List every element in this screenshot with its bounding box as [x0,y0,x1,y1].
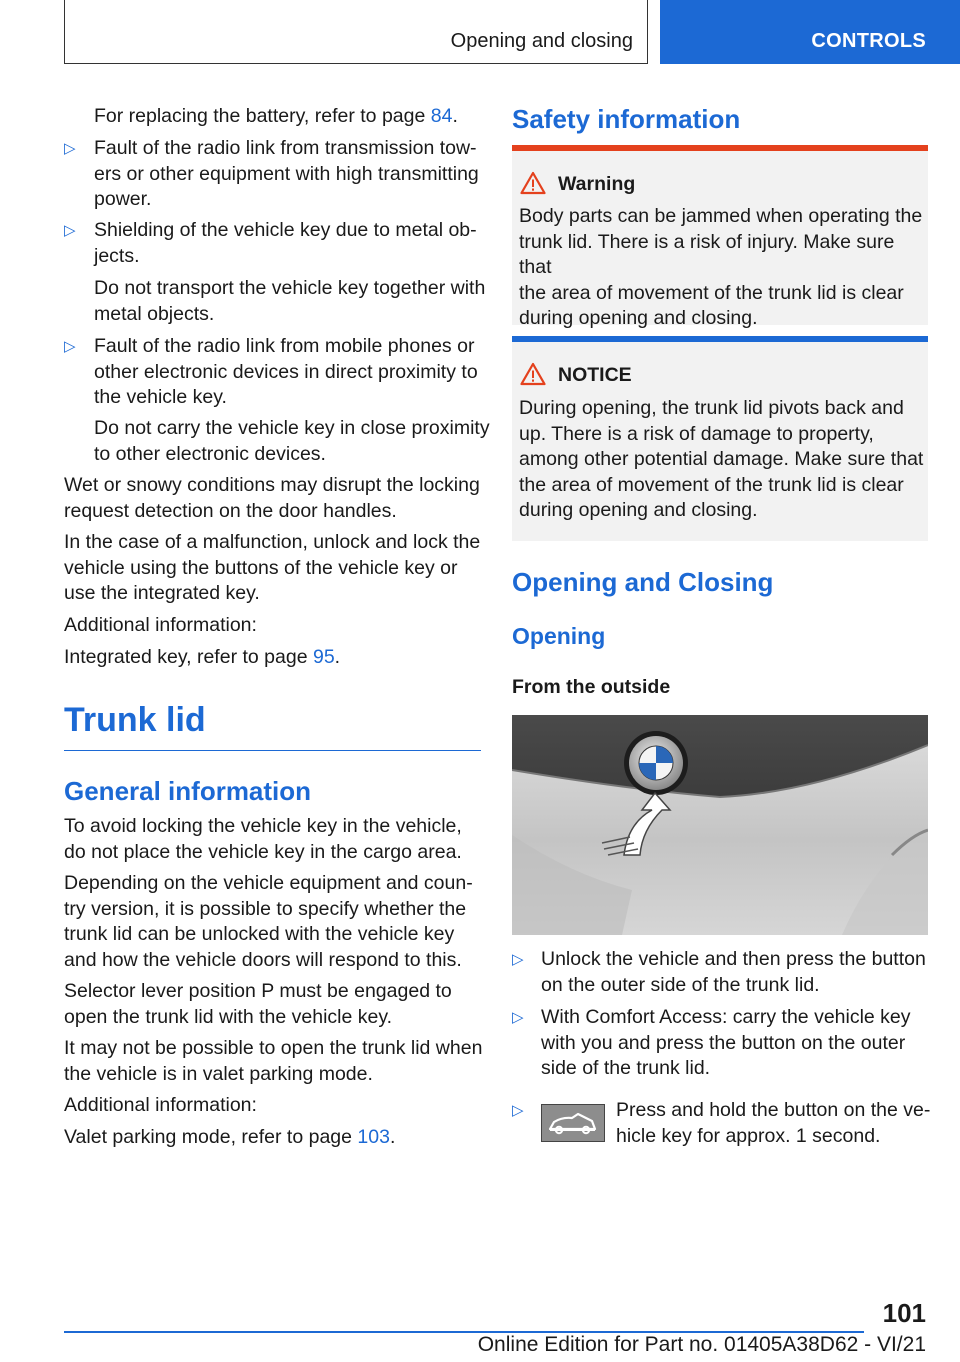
electronic-devices-advice [94,416,490,467]
valet-reference [64,1125,395,1151]
text-line: Unlock the vehicle and then press the button [541,948,926,970]
text-line: side of the trunk lid. [541,1057,711,1079]
step-unlock-press [541,947,926,998]
general-information-heading: General information [64,776,312,806]
text-line: use the integrated key. [64,582,260,604]
text-line: Wet or snowy conditions may disrupt the locking [64,474,480,496]
step-comfort-access [541,1005,911,1082]
text-line: metal objects. [94,302,215,325]
bullet-icon: ▷ [512,1009,524,1026]
page-number: 101 [882,1298,926,1328]
bullet-mobile-phones [94,334,478,411]
additional-info-label: Additional information: [64,614,257,636]
text-line: With Comfort Access: carry the vehicle key [541,1006,911,1028]
valet-page-link[interactable]: 103 [357,1126,390,1148]
bullet-radio-link-towers [94,136,479,213]
bullet-icon: ▷ [512,951,524,968]
general-para-3 [64,979,452,1030]
text-line: Do not carry the vehicle key in close proximity [94,417,490,439]
text-line: other electronic devices in direct proximity to [94,360,478,383]
text-line: the vehicle is in valet parking mode. [64,1062,373,1085]
text-line: among other potential damage. Make sure that [519,448,924,470]
text-line: with you and press the button on the outer [541,1031,906,1054]
text-line: Selector lever position P must be engaged to [64,980,452,1002]
step-hold-key-button [616,1098,930,1149]
text-line: During opening, the trunk lid pivots back and [519,397,904,419]
text-line: power. [94,188,152,210]
text-line: request detection on the door handles. [64,499,397,522]
text-line: Press and hold the button on the ve- [616,1099,931,1121]
text-line: open the trunk lid with the vehicle key. [64,1005,393,1028]
text-line: To avoid locking the vehicle key in the vehicle, [64,815,462,837]
bullet-metal-shielding [94,218,477,269]
intkey-ref-text: Integrated key, refer to page [64,646,313,668]
warning-box [512,145,928,329]
section-title-trunk-lid: Trunk lid [64,700,481,751]
bullet-icon: ▷ [64,338,76,355]
bullet-icon: ▷ [64,222,76,239]
general-para-1 [64,814,462,865]
general-para-4 [64,1036,482,1087]
warning-triangle-icon [520,171,546,195]
text-line: during opening and closing. [519,499,758,521]
opening-subheading: Opening [512,623,606,649]
text-line: the area of movement of the trunk lid is clear [519,473,904,496]
header-section-title: Opening and closing [450,30,633,52]
bullet-icon: ▷ [64,140,76,157]
text-line: Body parts can be jammed when operating the [519,205,923,227]
text-line: the area of movement of the trunk lid is clear [519,281,904,304]
text-line: try version, it is possible to specify whether the [64,897,467,920]
text-line: Fault of the radio link from mobile phones or [94,335,475,357]
text-line: It may not be possible to open the trunk lid when [64,1037,483,1059]
valet-ref-text: Valet parking mode, refer to page [64,1126,358,1148]
text-line: Do not transport the vehicle key together with [94,277,486,299]
notice-triangle-icon [520,362,546,386]
malfunction-paragraph [64,530,480,607]
warning-title: Warning [558,173,636,195]
notice-body [519,396,924,524]
battery-page-link[interactable]: 84 [430,105,453,127]
text-line: up. There is a risk of damage to property, [519,422,874,445]
battery-ref-suffix: . [452,105,458,127]
safety-information-heading: Safety information [512,104,741,134]
text-line: Fault of the radio link from transmission tow- [94,137,477,159]
additional-info-label-2: Additional information: [64,1094,257,1116]
notice-bar [512,336,928,342]
text-line: during opening and closing. [519,307,758,329]
general-para-2 [64,871,473,973]
text-line: jects. [94,244,140,267]
trunk-key-button-icon [541,1104,605,1142]
wet-conditions-paragraph [64,473,480,524]
footer-edition: Online Edition for Part no. 01405A38D62 - VI/21 [477,1333,926,1356]
text-line: to other electronic devices. [94,442,326,465]
text-line: In the case of a malfunction, unlock and lock the [64,531,481,553]
battery-ref-text: For replacing the battery, refer to page [94,105,431,127]
intkey-ref-suffix: . [334,646,341,668]
battery-reference [94,104,458,130]
text-line: Depending on the vehicle equipment and coun- [64,872,473,894]
valet-ref-suffix: . [389,1126,396,1148]
text-line: vehicle using the buttons of the vehicle key or [64,556,458,579]
warning-bar [512,145,928,151]
text-line: the vehicle key. [94,386,227,408]
notice-box [512,336,928,541]
warning-body [519,204,924,332]
header-section-box [64,0,648,64]
text-line: and how the vehicle doors will respond to this. [64,948,462,971]
opening-closing-heading: Opening and Closing [512,567,774,597]
text-line: on the outer side of the trunk lid. [541,973,820,996]
integrated-key-reference [64,645,340,671]
car-trunk-open-icon [542,1105,603,1140]
header-chapter-tab: CONTROLS [660,0,960,64]
bullet-icon: ▷ [512,1102,524,1119]
text-line: trunk lid. There is a risk of injury. Make sure that [519,230,895,278]
text-line: Shielding of the vehicle key due to metal ob- [94,219,477,241]
text-line: trunk lid can be unlocked with the vehicle key [64,923,455,945]
trunk-emblem-illustration [512,715,928,935]
metal-objects-advice [94,276,485,327]
integrated-key-page-link[interactable]: 95 [312,646,335,668]
trunk-button-photo [512,715,928,935]
text-line: do not place the vehicle key in the cargo area. [64,840,462,863]
notice-title: NOTICE [558,364,632,386]
text-line: hicle key for approx. 1 second. [616,1124,881,1147]
text-line: ers or other equipment with high transmitting [94,162,479,185]
from-outside-heading: From the outside [512,676,671,698]
